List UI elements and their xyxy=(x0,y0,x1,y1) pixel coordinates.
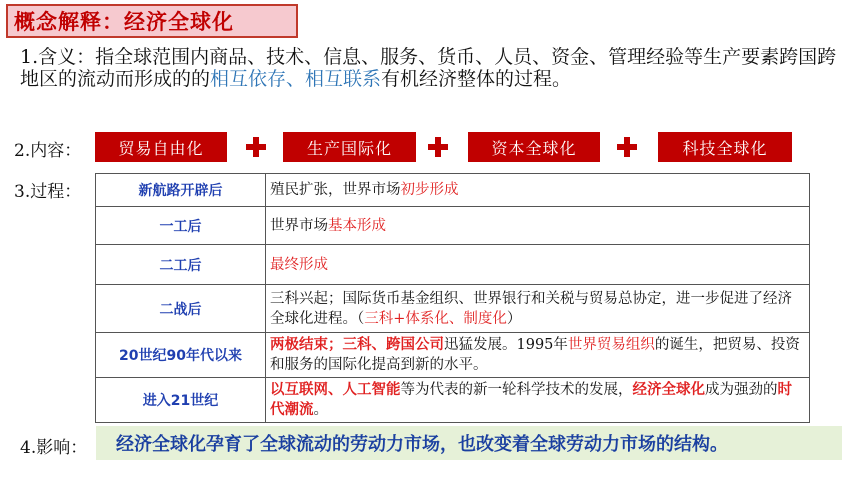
desc-segment: 三科兴起；国际货币基金组织、世界银行和关税与贸易总协定，进一步促进了经济全球化进程。（ xyxy=(270,290,792,327)
desc-segment: 三科+体系化、制度化 xyxy=(364,310,507,327)
era-cell: 二战后 xyxy=(96,285,266,333)
desc-segment: 的诞生，把贸易、投资和服务的国际化提高到新的水平。 xyxy=(270,337,800,373)
desc-cell xyxy=(266,285,810,333)
desc-segment: 迅猛发展。1995年 xyxy=(444,337,568,353)
desc-segment: ） xyxy=(506,310,522,327)
table-row xyxy=(96,285,810,333)
page-title: 概念解释：经济全球化 xyxy=(6,4,298,38)
impact-label: 4.影响： xyxy=(20,438,88,458)
definition-text xyxy=(20,46,852,90)
desc-cell xyxy=(266,207,810,245)
era-cell: 二工后 xyxy=(96,245,266,285)
impact-box: 经济全球化孕育了全球流动的劳动力市场，也改变着全球劳动力市场的结构。 xyxy=(96,426,842,460)
tag-tech-globalization: 科技全球化 xyxy=(658,132,792,162)
desc-segment: 殖民扩张，世界市场 xyxy=(270,182,401,198)
process-label: 3.过程： xyxy=(14,182,82,202)
era-cell: 一工后 xyxy=(96,207,266,245)
desc-segment: 两极结束；三科、跨国公司 xyxy=(270,336,444,353)
plus-icon xyxy=(614,132,640,162)
desc-segment: 初步形成 xyxy=(400,182,459,198)
desc-segment: 世界市场 xyxy=(270,217,328,234)
desc-segment: 等为代表的新一轮科学技术的发展， xyxy=(400,382,633,398)
table-row xyxy=(96,245,810,285)
desc-cell xyxy=(266,245,810,285)
tag-trade-liberalization: 贸易自由化 xyxy=(95,132,227,162)
desc-cell xyxy=(266,174,810,207)
table-row xyxy=(96,333,810,378)
desc-segment: 时代潮流 xyxy=(270,381,792,418)
desc-segment: 以互联网、人工智能 xyxy=(270,381,401,398)
desc-segment: 。 xyxy=(313,402,328,418)
plus-icon xyxy=(425,132,451,162)
desc-segment: 世界贸易组织 xyxy=(567,337,655,353)
tag-production-internationalization: 生产国际化 xyxy=(283,132,416,162)
tag-capital-globalization: 资本全球化 xyxy=(468,132,600,162)
content-label: 2.内容： xyxy=(14,141,82,161)
table-row xyxy=(96,207,810,245)
definition-suffix: 有机经济整体的过程。 xyxy=(381,68,572,90)
desc-segment: 成为强劲的 xyxy=(705,382,778,398)
table-row xyxy=(96,378,810,423)
era-cell: 进入21世纪 xyxy=(96,378,266,423)
plus-icon xyxy=(243,132,269,162)
era-cell: 新航路开辟后 xyxy=(96,174,266,207)
definition-prefix: 1.含义：指全球范围内商品、技术、信息、服务、货币、人员、资金、管理经验等生产要素跨国跨地区的流动而形成的的 xyxy=(20,46,837,90)
desc-segment: 经济全球化 xyxy=(632,381,705,398)
desc-cell xyxy=(266,378,810,423)
process-table xyxy=(95,173,810,423)
desc-segment: 最终形成 xyxy=(270,256,328,273)
desc-segment: 基本形成 xyxy=(328,217,386,234)
definition-highlight: 相互依存、相互联系 xyxy=(210,68,382,90)
era-cell: 20世纪90年代以来 xyxy=(96,333,266,378)
table-row xyxy=(96,174,810,207)
desc-cell xyxy=(266,333,810,378)
